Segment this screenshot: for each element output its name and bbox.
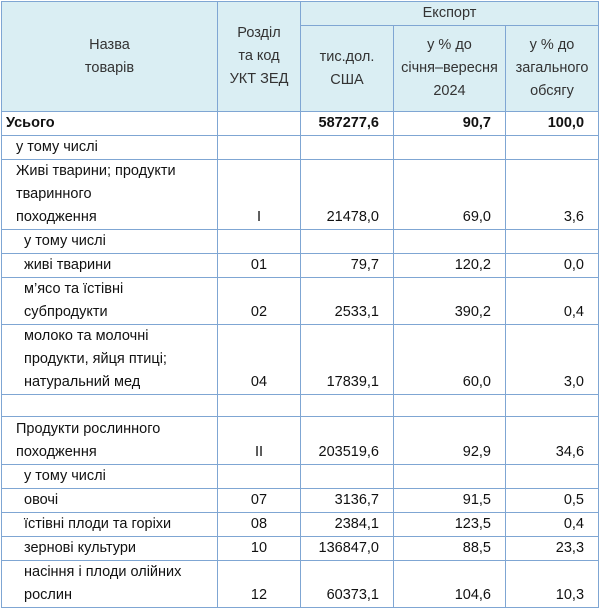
cell-code: 07 [218, 489, 301, 513]
cell-pct-prev [394, 465, 506, 489]
table-row [2, 513, 599, 537]
table-row [2, 417, 599, 465]
cell-value: 21478,0 [301, 160, 394, 230]
cell-value: 79,7 [301, 254, 394, 278]
cell-code [218, 230, 301, 254]
table-row [2, 325, 599, 395]
cell-code: I [218, 160, 301, 230]
header-pct-prev: у % до січня–вересня 2024 [394, 26, 506, 112]
cell-pct-prev: 91,5 [394, 489, 506, 513]
cell-name: молоко та молочні продукти, яйця птиці; натуральний мед [2, 325, 218, 395]
cell-value: 203519,6 [301, 417, 394, 465]
cell-pct-prev: 390,2 [394, 278, 506, 325]
table-row [2, 465, 599, 489]
cell-name: Живі тварини; продукти тваринного походження [2, 160, 218, 230]
cell-name: овочі [2, 489, 218, 513]
cell-code: 12 [218, 561, 301, 608]
cell-code: 08 [218, 513, 301, 537]
cell-value: 3136,7 [301, 489, 394, 513]
header-row-1 [2, 2, 599, 26]
cell-value [301, 230, 394, 254]
cell-pct-total: 10,3 [506, 561, 599, 608]
cell-pct-prev: 104,6 [394, 561, 506, 608]
cell-name: зернові культури [2, 537, 218, 561]
cell-pct-total: 3,6 [506, 160, 599, 230]
cell-pct-total [506, 230, 599, 254]
table-row [2, 537, 599, 561]
header-value: тис.дол. США [301, 26, 394, 112]
header-code: Розділ та код УКТ ЗЕД [218, 2, 301, 112]
cell-name: Усього [2, 112, 218, 136]
cell-pct-total [506, 465, 599, 489]
cell-pct-prev: 90,7 [394, 112, 506, 136]
cell-value: 587277,6 [301, 112, 394, 136]
cell-pct-total: 0,4 [506, 513, 599, 537]
cell-value: 17839,1 [301, 325, 394, 395]
table-row [2, 395, 599, 417]
cell-value: 60373,1 [301, 561, 394, 608]
cell-pct-total: 0,0 [506, 254, 599, 278]
table-row [2, 160, 599, 230]
cell-code [218, 136, 301, 160]
cell-code [218, 465, 301, 489]
cell-value [301, 395, 394, 417]
cell-pct-total: 0,5 [506, 489, 599, 513]
cell-name: їстівні плоди та горіхи [2, 513, 218, 537]
cell-pct-total: 0,4 [506, 278, 599, 325]
cell-code: 04 [218, 325, 301, 395]
cell-code [218, 395, 301, 417]
cell-name: Продукти рослинного походження [2, 417, 218, 465]
export-table [1, 1, 599, 608]
cell-code: 02 [218, 278, 301, 325]
cell-pct-prev [394, 230, 506, 254]
table-row [2, 254, 599, 278]
cell-code: II [218, 417, 301, 465]
cell-name: живі тварини [2, 254, 218, 278]
cell-pct-prev: 88,5 [394, 537, 506, 561]
cell-pct-prev: 120,2 [394, 254, 506, 278]
cell-pct-total: 34,6 [506, 417, 599, 465]
table-row [2, 278, 599, 325]
cell-code: 01 [218, 254, 301, 278]
cell-name [2, 395, 218, 417]
cell-pct-prev [394, 136, 506, 160]
table-row [2, 112, 599, 136]
cell-pct-total: 3,0 [506, 325, 599, 395]
table-row [2, 136, 599, 160]
cell-name: у тому числі [2, 136, 218, 160]
cell-value: 136847,0 [301, 537, 394, 561]
header-export: Експорт [301, 2, 599, 26]
table-row [2, 561, 599, 608]
cell-pct-prev: 92,9 [394, 417, 506, 465]
cell-pct-total [506, 395, 599, 417]
cell-pct-total [506, 136, 599, 160]
cell-value [301, 136, 394, 160]
cell-pct-prev: 69,0 [394, 160, 506, 230]
cell-name: у тому числі [2, 230, 218, 254]
header-name: Назва товарів [2, 2, 218, 112]
table-row [2, 230, 599, 254]
cell-name: у тому числі [2, 465, 218, 489]
cell-name: насіння і плоди олійних рослин [2, 561, 218, 608]
cell-code [218, 112, 301, 136]
cell-pct-total: 23,3 [506, 537, 599, 561]
cell-value: 2533,1 [301, 278, 394, 325]
cell-code: 10 [218, 537, 301, 561]
cell-pct-prev [394, 395, 506, 417]
cell-value [301, 465, 394, 489]
cell-pct-prev: 60,0 [394, 325, 506, 395]
table-row [2, 489, 599, 513]
cell-pct-total: 100,0 [506, 112, 599, 136]
cell-pct-prev: 123,5 [394, 513, 506, 537]
cell-value: 2384,1 [301, 513, 394, 537]
header-pct-total: у % до загального обсягу [506, 26, 599, 112]
cell-name: м’ясо та їстівні субпродукти [2, 278, 218, 325]
